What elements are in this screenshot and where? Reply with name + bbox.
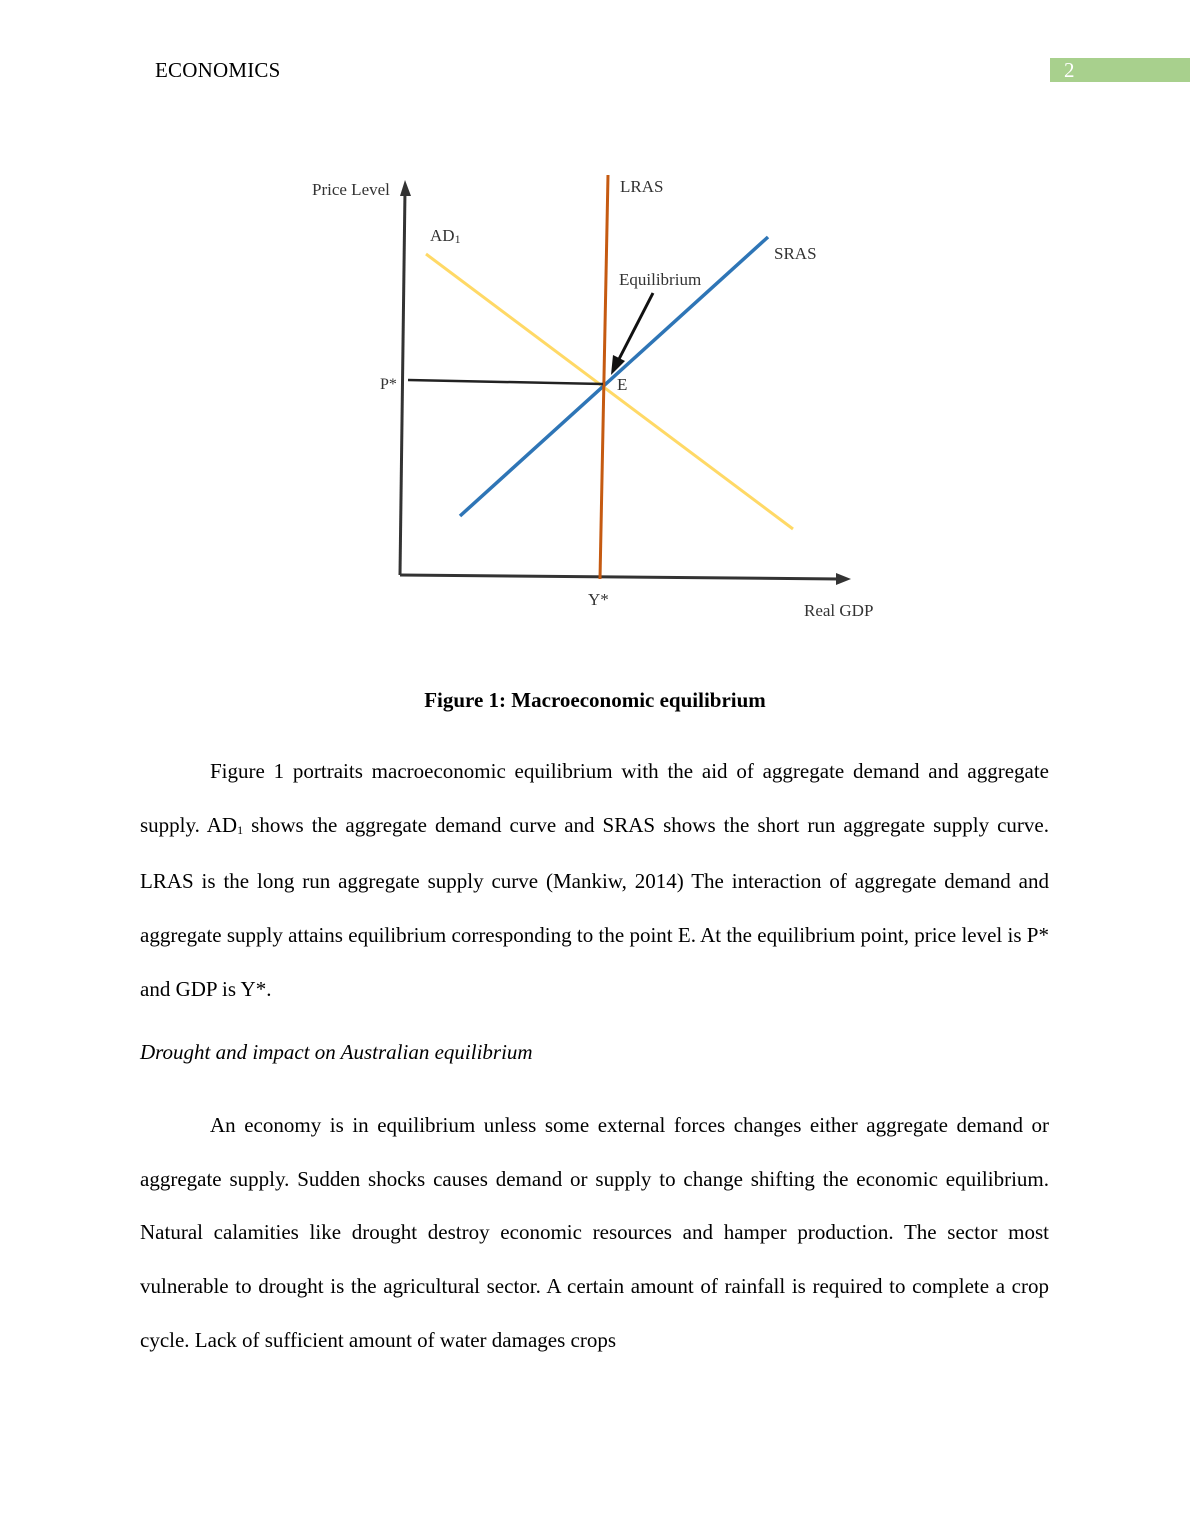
ad-label-sub: 1 — [454, 232, 461, 246]
equilibrium-arrow-shaft — [618, 293, 653, 361]
point-e-label: E — [617, 375, 628, 394]
ad-curve — [426, 254, 793, 529]
x-axis-arrowhead — [836, 573, 851, 585]
gdp-y-star-label: Y* — [588, 590, 609, 609]
equilibrium-figure — [300, 165, 900, 635]
paragraph-2-text: An economy is in equilibrium unless some external forces changes either aggregate demand or aggregate supply. Sudden shocks causes demand or supply to change shifting the economic equilibrium. Natural calamities like drought destroy economic resources and hamper production. The sector most vulnerable to drought is the agricultural sector. A certain amount of rainfall is required to complete a crop cycle. Lack of sufficient amount of water damages crops — [140, 1113, 1049, 1352]
header-title: ECONOMICS — [155, 58, 281, 82]
y-axis-label: Price Level — [312, 180, 390, 199]
paragraph-2 — [140, 1099, 1049, 1368]
ad-label — [430, 226, 461, 246]
lras-label: LRAS — [620, 177, 664, 196]
paragraph-1 — [140, 745, 1049, 1017]
price-p-star-label: P* — [380, 376, 397, 393]
page-number: 2 — [1050, 58, 1190, 82]
sras-label: SRAS — [774, 244, 817, 263]
paragraph-1-part2: shows the aggregate demand curve and SRAS shows the short run aggregate supply curve. LRAS is the long run aggregate supply curve (Mankiw, 2014) The interaction of aggregate demand and aggregate supply attains equilibrium corresponding to the point E. At the equilibrium point, price level is P* and GDP is Y*. — [140, 812, 1049, 1001]
lras-line — [600, 175, 608, 579]
x-axis-label: Real GDP — [804, 601, 874, 620]
ad-label-main: AD — [430, 226, 455, 245]
y-axis — [400, 190, 405, 575]
paragraph-1-subscript: 1 — [237, 822, 244, 837]
section-subheading: Drought and impact on Australian equilibrium — [140, 1040, 533, 1064]
x-axis — [400, 575, 840, 579]
figure-caption: Figure 1: Macroeconomic equilibrium — [424, 688, 766, 712]
price-level-line — [408, 380, 603, 384]
y-axis-arrowhead — [400, 180, 411, 196]
paragraph-1-part1: Figure 1 portraits macroeconomic equilibrium with the aid of aggregate demand and aggregate supply. AD — [140, 759, 1049, 837]
equilibrium-label: Equilibrium — [619, 270, 702, 289]
